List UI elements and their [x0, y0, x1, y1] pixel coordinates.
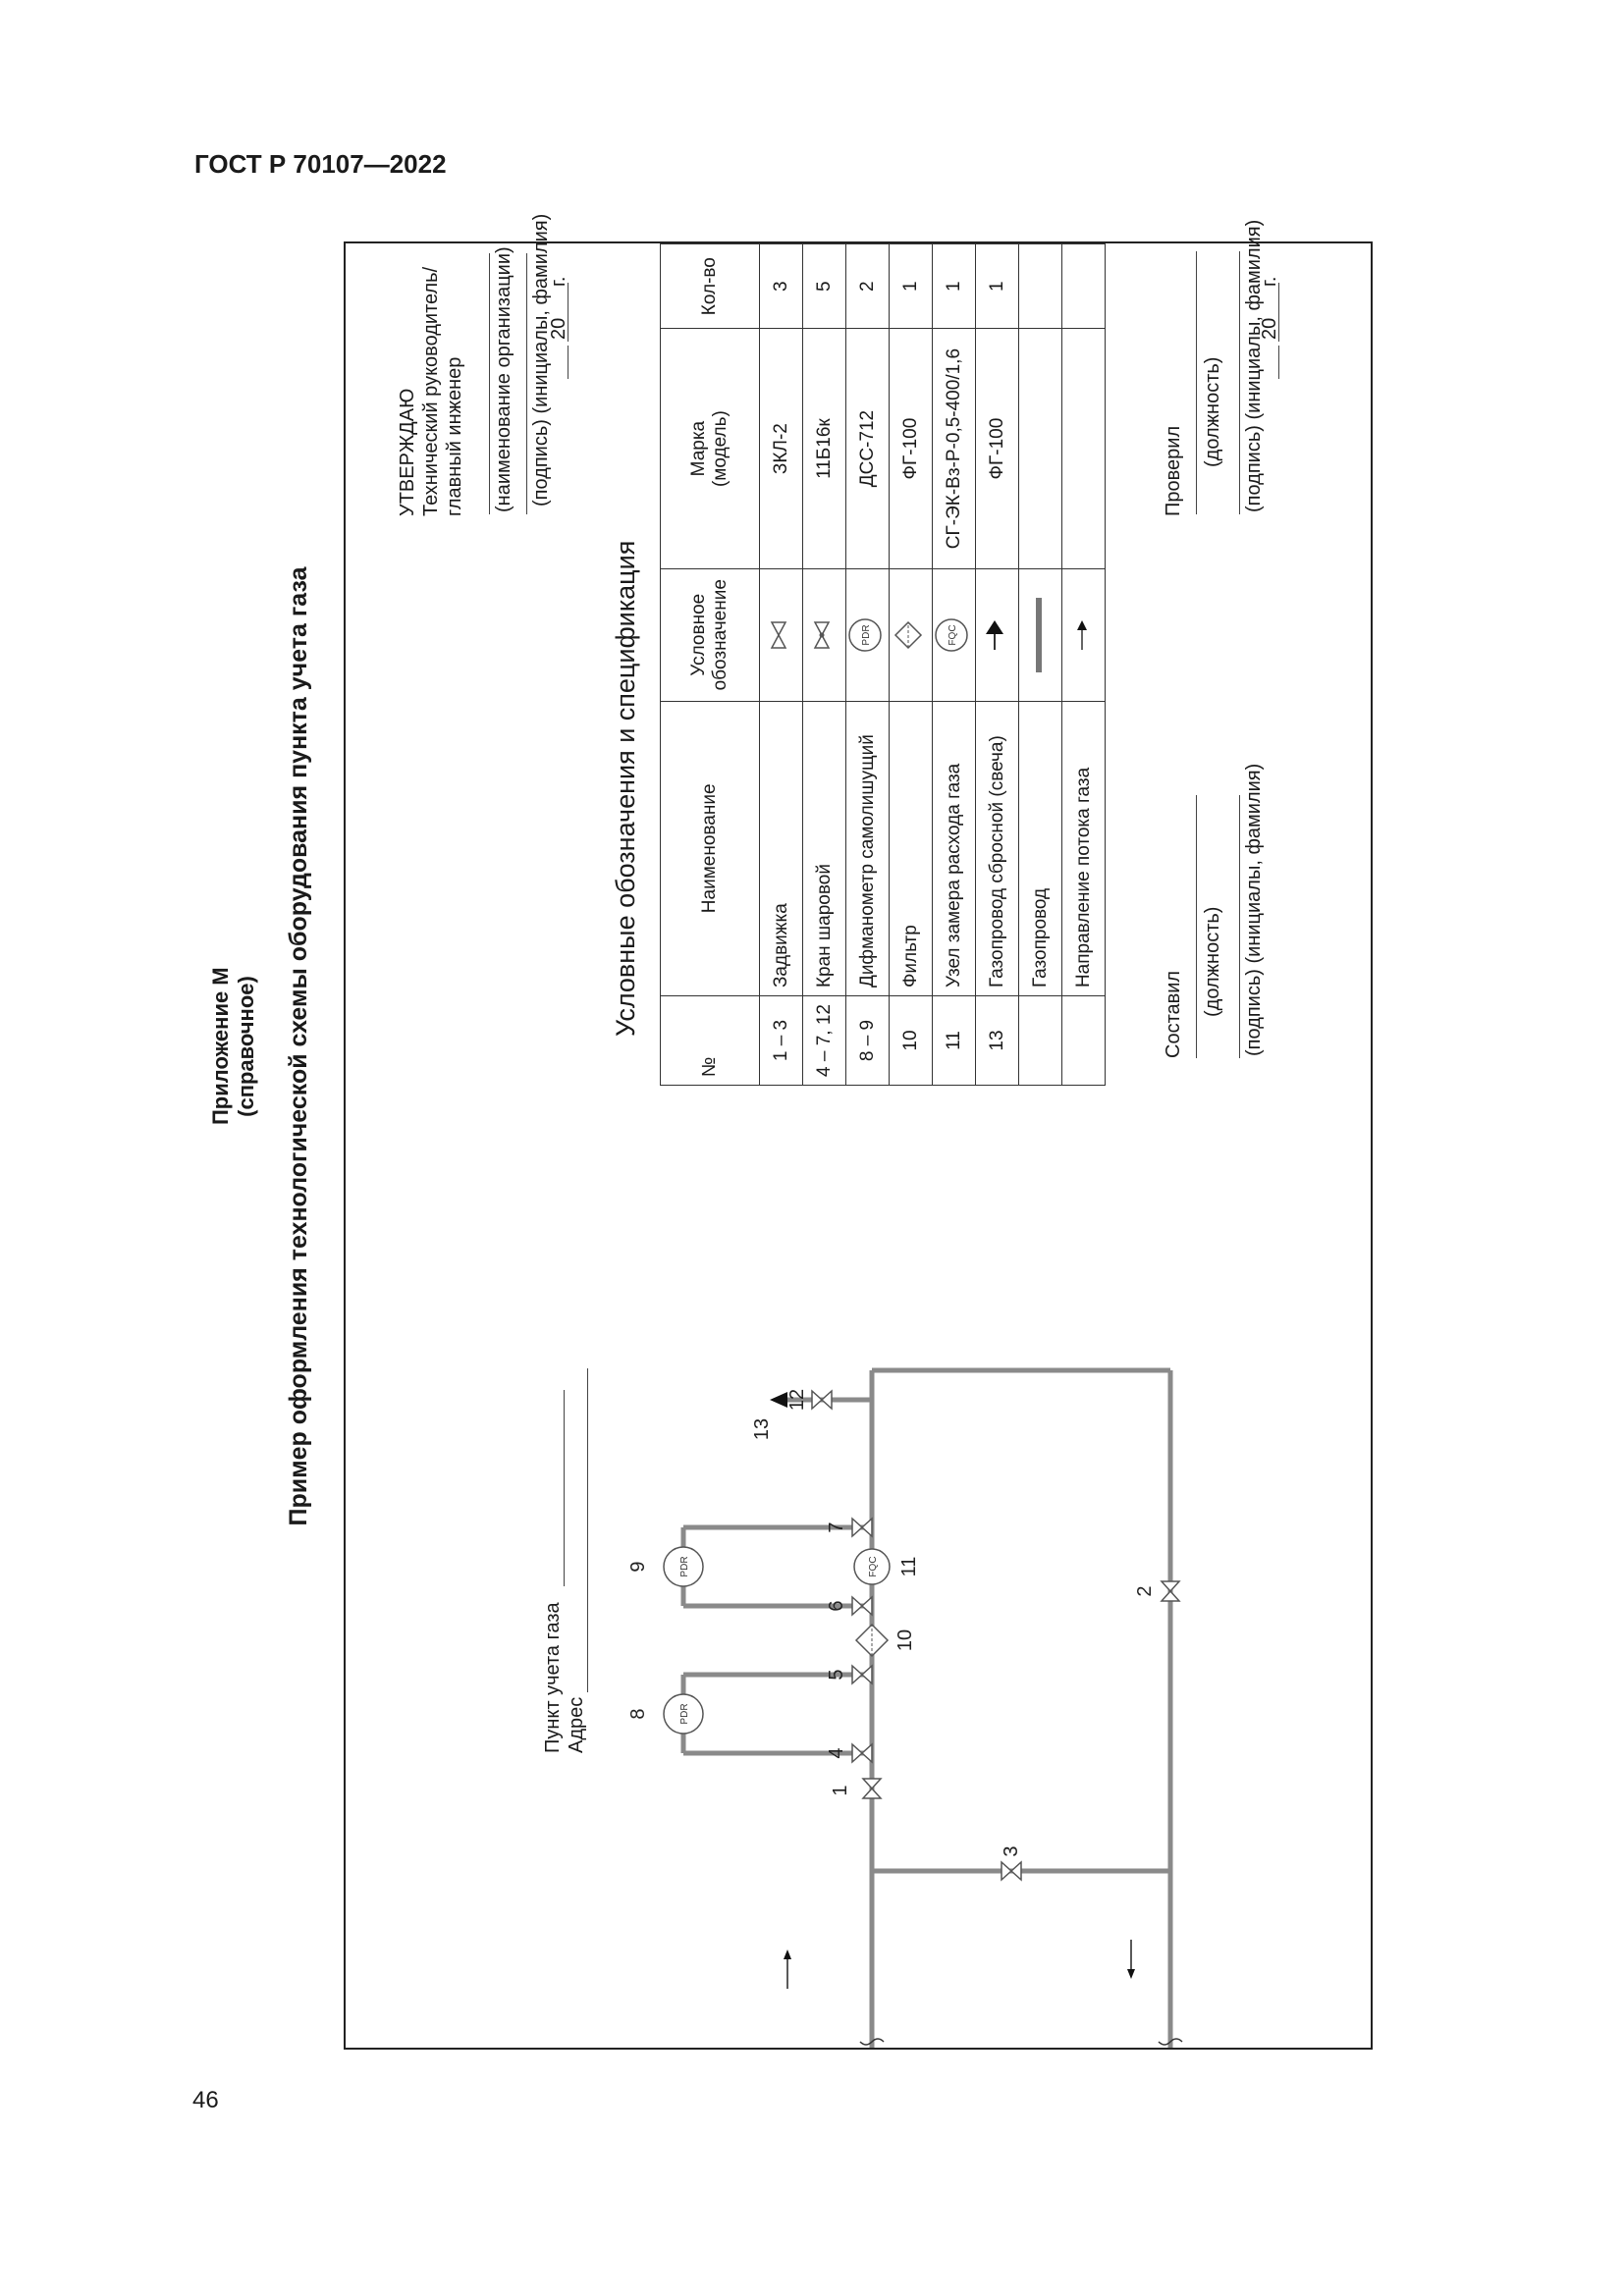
col-symbol — [661, 568, 760, 701]
pipe-icon — [1019, 568, 1062, 701]
spec-table — [660, 243, 1106, 1086]
row-qty — [1062, 244, 1106, 329]
ball-valve-6-icon — [852, 1597, 872, 1615]
rotated-sheet — [208, 213, 1371, 2048]
svg-text:1: 1 — [830, 1785, 851, 1796]
table-row — [933, 244, 976, 1086]
row-name: Фильтр — [890, 701, 933, 995]
ball-valve-12-icon — [812, 1391, 832, 1409]
svg-text:8: 8 — [627, 1708, 649, 1720]
row-model: ЗКЛ-2 — [760, 329, 803, 569]
ball-valve-7-icon — [852, 1519, 872, 1536]
standard-header: ГОСТ Р 70107—2022 — [194, 149, 447, 179]
svg-text:6: 6 — [826, 1600, 847, 1612]
col-model — [661, 329, 760, 569]
table-row — [760, 244, 803, 1086]
row-no: 13 — [976, 996, 1019, 1086]
compiled-sign: (подпись) (инициалы, фамилия) — [1243, 763, 1265, 1056]
row-name: Узел замера расхода газа — [933, 701, 976, 995]
svg-text:4: 4 — [826, 1747, 847, 1759]
compiled-position-line — [1196, 795, 1197, 1058]
table-row — [890, 244, 933, 1086]
table-row — [1019, 244, 1062, 1086]
col-symbol-line2: обозначение — [710, 579, 731, 691]
gate-valve-icon — [760, 568, 803, 701]
row-no: 4 – 7, 12 — [803, 996, 846, 1086]
row-name: Газопровод сбросной (свеча) — [976, 701, 1019, 995]
col-model-line2: (модель) — [710, 410, 731, 488]
svg-text:2: 2 — [1134, 1585, 1156, 1597]
svg-text:13: 13 — [751, 1417, 773, 1441]
approve-year: г. — [548, 276, 569, 287]
checked-position-line — [1196, 251, 1197, 514]
approve-line2: главный инженер — [444, 356, 465, 516]
fqc-icon — [933, 568, 976, 701]
checked-year: г. — [1259, 276, 1280, 287]
row-qty: 5 — [803, 244, 846, 329]
flow-arrow-icon — [1062, 568, 1106, 701]
approve-date: 20 — [548, 317, 569, 340]
org-line — [489, 253, 490, 514]
row-no: 8 – 9 — [846, 996, 890, 1086]
svg-text:5: 5 — [826, 1669, 847, 1681]
row-qty: 1 — [933, 244, 976, 329]
svg-text:FQC: FQC — [947, 624, 958, 646]
col-no: № — [661, 996, 760, 1086]
row-name: Задвижка — [760, 701, 803, 995]
row-no: 10 — [890, 996, 933, 1086]
svg-text:7: 7 — [826, 1522, 847, 1533]
row-name: Газопровод — [1019, 701, 1062, 995]
table-row — [846, 244, 890, 1086]
gas-schematic — [346, 1066, 1371, 2048]
table-row — [803, 244, 846, 1086]
col-model-line1: Марка — [688, 420, 709, 477]
address-label: Адрес — [566, 1696, 587, 1753]
svg-text:10: 10 — [894, 1629, 916, 1652]
svg-text:PDR: PDR — [860, 624, 872, 646]
row-qty: 1 — [976, 244, 1019, 329]
compiled-position: (должность) — [1202, 906, 1223, 1017]
gate-valve-1-icon — [863, 1779, 881, 1798]
row-no: 11 — [933, 996, 976, 1086]
checked-sign-line — [1239, 251, 1240, 514]
pipe-break-marks — [860, 2039, 1182, 2045]
row-model — [1062, 329, 1106, 569]
row-qty — [1019, 244, 1062, 329]
svg-text:12: 12 — [786, 1388, 808, 1412]
checked-sign: (подпись) (инициалы, фамилия) — [1243, 219, 1265, 512]
approve-sign-line — [526, 253, 527, 514]
ball-valve-icon — [803, 568, 846, 701]
checked-label: Проверил — [1163, 425, 1184, 516]
gas-point-label: Пункт учета газа — [542, 1602, 564, 1753]
svg-text:PDR: PDR — [679, 1556, 690, 1577]
row-name: Кран шаровой — [803, 701, 846, 995]
gate-valve-2-icon — [1162, 1581, 1179, 1601]
checked-position: (должность) — [1202, 356, 1223, 467]
row-model: 11Б16к — [803, 329, 846, 569]
spec-title: Условные обозначения и спецификация — [611, 540, 640, 1037]
svg-text:3: 3 — [1001, 1845, 1022, 1857]
org-caption: (наименование организации) — [493, 246, 514, 512]
compiled-label: Составил — [1163, 970, 1184, 1058]
pipelines — [683, 1370, 1170, 2048]
appendix-heading: Пример оформления технологической схемы оборудования пункта учета газа — [285, 566, 312, 1526]
checked-date: 20 — [1259, 317, 1280, 340]
approve-line1: Технический руководитель/ — [420, 266, 442, 516]
appendix-title: Приложение М — [208, 967, 233, 1125]
pdr-instruments — [664, 1547, 703, 1734]
svg-text:FQC: FQC — [868, 1556, 879, 1577]
pdr-icon — [846, 568, 890, 701]
row-model: СГ-ЭК-Вз-Р-0,5-400/1,6 — [933, 329, 976, 569]
approve-sign-caption: (подпись) (инициалы, фамилия) — [530, 213, 552, 507]
col-qty: Кол-во — [661, 244, 760, 329]
row-model — [1019, 329, 1062, 569]
row-name: Направление потока газа — [1062, 701, 1106, 995]
row-model: ДСС-712 — [846, 329, 890, 569]
approve-title: УТВЕРЖДАЮ — [397, 388, 418, 516]
checked-day-line — [1278, 346, 1279, 379]
row-model: ФГ-100 — [890, 329, 933, 569]
gate-valve-3-icon — [1001, 1862, 1021, 1880]
ball-valve-5-icon — [852, 1666, 872, 1683]
row-qty: 3 — [760, 244, 803, 329]
vent-13-icon — [770, 1392, 787, 1408]
svg-text:9: 9 — [627, 1561, 649, 1573]
schematic-labels — [627, 1389, 1156, 1857]
row-qty: 1 — [890, 244, 933, 329]
row-qty: 2 — [846, 244, 890, 329]
filter-icon — [890, 568, 933, 701]
table-row — [1062, 244, 1106, 1086]
flow-arrows — [784, 1940, 1135, 1989]
svg-text:PDR: PDR — [679, 1703, 690, 1725]
col-name: Наименование — [661, 701, 760, 995]
row-no: 1 – 3 — [760, 996, 803, 1086]
col-symbol-line1: Условное — [688, 593, 709, 676]
ball-valve-4-icon — [852, 1744, 872, 1762]
spec-header-row — [661, 244, 760, 1086]
appendix-subtitle: (справочное) — [234, 976, 258, 1117]
table-row — [976, 244, 1019, 1086]
svg-text:11: 11 — [898, 1556, 920, 1577]
compiled-sign-line — [1239, 795, 1240, 1058]
page-number: 46 — [192, 2087, 219, 2113]
vent-icon — [976, 568, 1019, 701]
row-model: ФГ-100 — [976, 329, 1019, 569]
row-name: Дифманометр самолишущий — [846, 701, 890, 995]
